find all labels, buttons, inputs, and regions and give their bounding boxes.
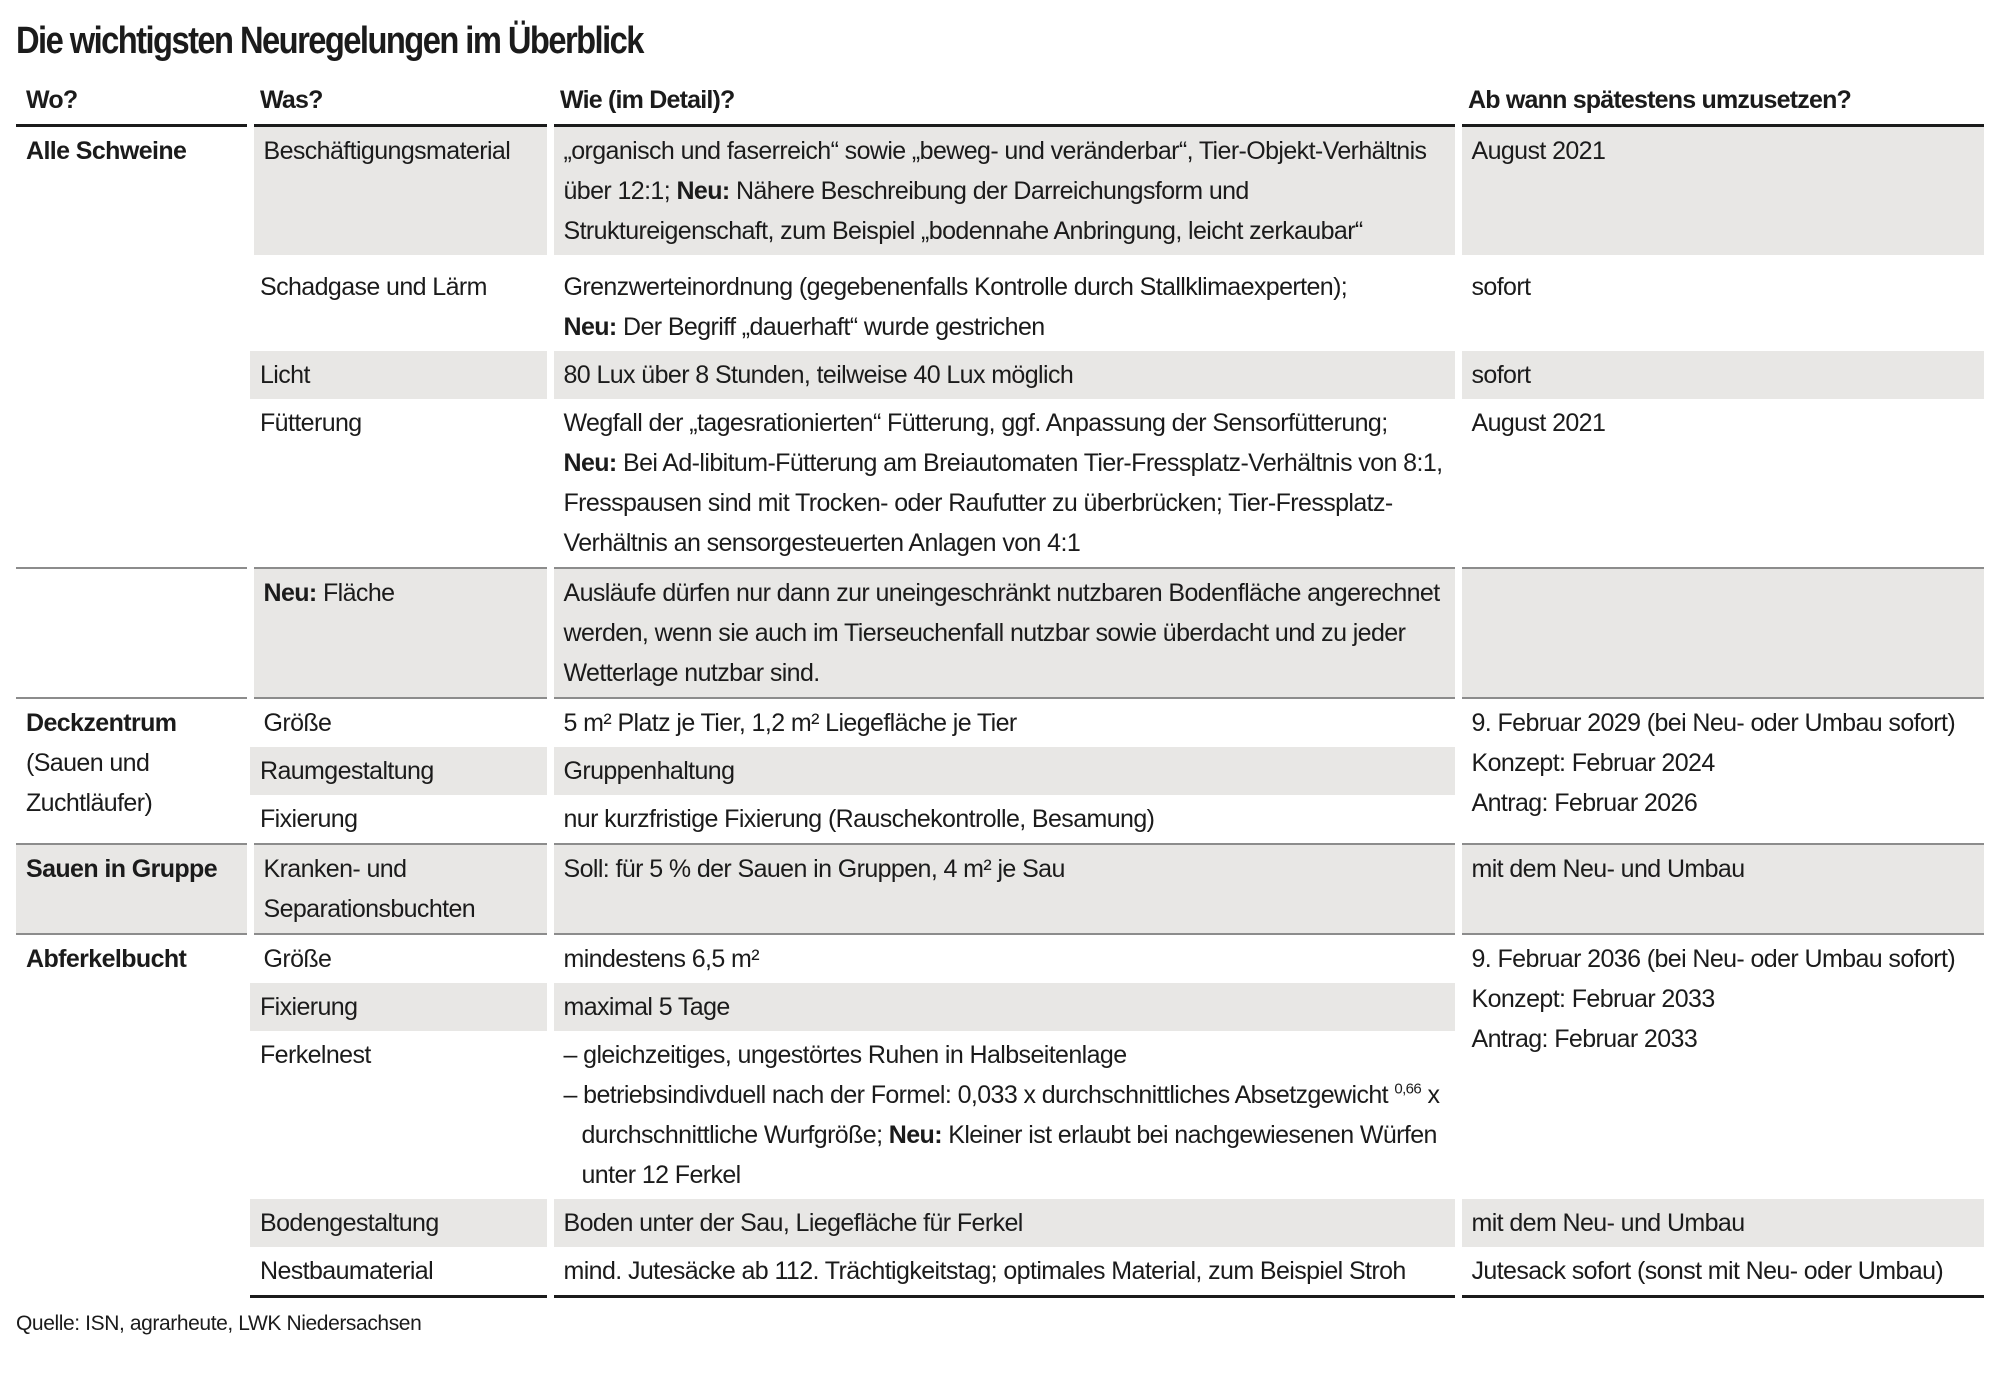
regulations-table bbox=[16, 80, 1984, 1298]
wie-cell: Soll: für 5 % der Sauen in Gruppen, 4 m² je Sau bbox=[550, 844, 1458, 934]
table-row bbox=[16, 934, 1984, 983]
was-cell: Raumgestaltung bbox=[250, 747, 550, 795]
wie-cell: maximal 5 Tage bbox=[550, 983, 1458, 1031]
neu-label: Neu: bbox=[563, 449, 617, 477]
table-row bbox=[16, 844, 1984, 934]
table-row bbox=[16, 1199, 1984, 1247]
was-cell: Ferkelnest bbox=[250, 1031, 550, 1199]
ab-cell: mit dem Neu- und Umbau bbox=[1458, 1199, 1984, 1247]
exponent: 0,66 bbox=[1394, 1080, 1422, 1098]
header-wie: Wie (im Detail)? bbox=[560, 86, 735, 114]
ab-cell: mit dem Neu- und Umbau bbox=[1458, 844, 1984, 934]
ab-cell: August 2021 bbox=[1458, 126, 1984, 260]
wie-text: Der Begriff „dauerhaft“ wurde gestrichen bbox=[616, 313, 1045, 341]
header-wo: Wo? bbox=[26, 86, 78, 114]
wie-cell bbox=[550, 399, 1458, 568]
wo-sublabel: (Sauen und Zuchtläufer) bbox=[26, 749, 153, 817]
was-cell: Nestbaumaterial bbox=[250, 1247, 550, 1297]
wie-cell: Boden unter der Sau, Liegefläche für Ferkel bbox=[550, 1199, 1458, 1247]
table-row bbox=[16, 126, 1984, 260]
wie-text: „organisch und faserreich“ sowie „beweg- und veränderbar“, Tier-Objekt-Verhältnis über 12:1; bbox=[563, 137, 1427, 205]
neu-label: Neu: bbox=[563, 313, 617, 341]
ab-cell: sofort bbox=[1458, 351, 1984, 399]
wo-label: Deckzentrum bbox=[26, 709, 177, 737]
was-cell: Fixierung bbox=[250, 795, 550, 844]
wo-label: Abferkelbucht bbox=[26, 945, 187, 973]
header-was: Was? bbox=[260, 86, 323, 114]
wie-cell bbox=[550, 1031, 1458, 1199]
table-header-row bbox=[16, 80, 1984, 126]
table-row bbox=[16, 351, 1984, 399]
header-ab: Ab wann spätestens umzusetzen? bbox=[1468, 86, 1852, 114]
wie-text: Nähere Beschreibung der Darreichungsform und Struktureigenschaft, zum Beispiel „bodennahe Anbringung, leicht zerkaubar“ bbox=[563, 177, 1363, 245]
wie-bullet: – gleichzeitiges, ungestörtes Ruhen in Halbseitenlage bbox=[563, 1041, 1127, 1069]
row-wo-deckzentrum bbox=[16, 698, 250, 844]
table-row bbox=[16, 568, 1984, 698]
row-wo-alle-schweine bbox=[16, 126, 250, 569]
wie-cell bbox=[550, 126, 1458, 260]
wie-text: Grenzwerteinordnung (gegebenenfalls Kontrolle durch Stallklimaexperten); bbox=[563, 273, 1348, 301]
row-wo-abferkelbucht bbox=[16, 934, 250, 1297]
ab-cell: sofort bbox=[1458, 259, 1984, 351]
source-note: Quelle: ISN, agrarheute, LWK Niedersachsen bbox=[16, 1312, 422, 1335]
wie-text: x durchschnittliche Wurfgröße; bbox=[581, 1081, 1440, 1149]
ab-konzept: Konzept: Februar 2024 bbox=[1471, 749, 1715, 777]
wie-cell bbox=[550, 259, 1458, 351]
wie-cell: 80 Lux über 8 Stunden, teilweise 40 Lux möglich bbox=[550, 351, 1458, 399]
was-cell: Größe bbox=[250, 934, 550, 983]
was-cell: Beschäftigungsmaterial bbox=[250, 126, 550, 260]
page-title: Die wichtigsten Neuregelungen im Überblick bbox=[16, 20, 643, 62]
wie-cell: Gruppenhaltung bbox=[550, 747, 1458, 795]
ab-cell bbox=[1458, 698, 1984, 844]
was-cell: Kranken- und Separationsbuchten bbox=[250, 844, 550, 934]
ab-cell: Jutesack sofort (sonst mit Neu- oder Umbau) bbox=[1458, 1247, 1984, 1297]
wie-text: Wegfall der „tagesrationierten“ Fütterung, ggf. Anpassung der Sensorfütterung; bbox=[563, 409, 1388, 437]
neu-label: Neu: bbox=[263, 579, 317, 607]
ab-cell bbox=[1458, 934, 1984, 1199]
wie-cell: mind. Jutesäcke ab 112. Trächtigkeitstag; optimales Material, zum Beispiel Stroh bbox=[550, 1247, 1458, 1297]
wie-cell: 5 m² Platz je Tier, 1,2 m² Liegefläche je Tier bbox=[550, 698, 1458, 747]
wie-text: – betriebsindivduell nach der Formel: 0,033 x durchschnittliches Absetzgewicht bbox=[563, 1081, 1395, 1109]
wo-label: Sauen in Gruppe bbox=[26, 855, 218, 883]
wie-cell: nur kurzfristige Fixierung (Rauschekontrolle, Besamung) bbox=[550, 795, 1458, 844]
row-wo-empty bbox=[16, 568, 250, 698]
was-cell: Bodengestaltung bbox=[250, 1199, 550, 1247]
ab-antrag: Antrag: Februar 2033 bbox=[1471, 1025, 1698, 1053]
was-cell: Größe bbox=[250, 698, 550, 747]
ab-deadline: 9. Februar 2036 (bei Neu- oder Umbau sofort) bbox=[1471, 945, 1956, 973]
neu-label: Neu: bbox=[888, 1121, 942, 1149]
table-row bbox=[16, 399, 1984, 568]
was-cell bbox=[250, 568, 550, 698]
table-row bbox=[16, 1247, 1984, 1297]
was-cell: Licht bbox=[250, 351, 550, 399]
ab-cell bbox=[1458, 568, 1984, 698]
wo-label: Alle Schweine bbox=[26, 137, 187, 165]
wie-cell: Ausläufe dürfen nur dann zur uneingeschränkt nutzbaren Bodenfläche angerechnet werden, wenn sie auch im Tierseuchenfall nutzbar sowie überdacht und zu jeder Wetterlage nutzbar sind. bbox=[550, 568, 1458, 698]
wie-text: Kleiner ist erlaubt bei nachgewiesenen Würfen unter 12 Ferkel bbox=[581, 1121, 1437, 1189]
neu-label: Neu: bbox=[676, 177, 730, 205]
was-cell: Schadgase und Lärm bbox=[250, 259, 550, 351]
table-row bbox=[16, 259, 1984, 351]
ab-konzept: Konzept: Februar 2033 bbox=[1471, 985, 1715, 1013]
was-text: Fläche bbox=[316, 579, 395, 607]
was-cell: Fixierung bbox=[250, 983, 550, 1031]
wie-cell: mindestens 6,5 m² bbox=[550, 934, 1458, 983]
table-row bbox=[16, 698, 1984, 747]
ab-antrag: Antrag: Februar 2026 bbox=[1471, 789, 1698, 817]
wie-bullet bbox=[564, 1075, 1445, 1195]
ab-cell: August 2021 bbox=[1458, 399, 1984, 568]
wie-text: Bei Ad-libitum-Fütterung am Breiautomaten Tier-Fressplatz-Verhältnis von 8:1, Fresspausen sind mit Trocken- oder Raufutter zu überbrücken; Tier-Fressplatz-Verhältnis an sensorgesteuerten Anlagen von 4:1 bbox=[563, 449, 1443, 557]
was-cell: Fütterung bbox=[250, 399, 550, 568]
row-wo-sauen-in-gruppe bbox=[16, 844, 250, 934]
ab-deadline: 9. Februar 2029 (bei Neu- oder Umbau sofort) bbox=[1471, 709, 1956, 737]
